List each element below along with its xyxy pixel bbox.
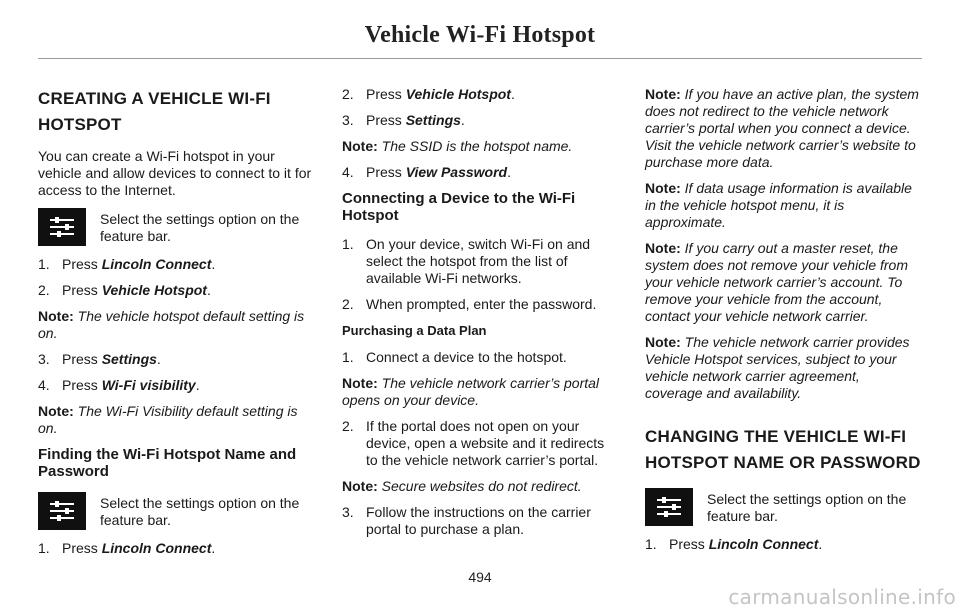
note-text: The vehicle network carrier provides Vehicle Hotspot services, subject to your vehicle network carrier agreement, coverage and availability. — [645, 334, 910, 401]
settings-instruction — [645, 488, 921, 526]
note-text: The vehicle hotspot default setting is on. — [38, 308, 305, 341]
step-number: 1. — [342, 236, 354, 252]
step-suffix: . — [206, 282, 211, 298]
column-3 — [645, 86, 921, 562]
step-prefix: Press — [669, 536, 709, 552]
settings-sliders-icon — [38, 492, 86, 530]
step-item — [342, 164, 618, 181]
step-item — [342, 504, 618, 538]
note — [645, 86, 921, 171]
step-suffix: . — [195, 377, 200, 393]
watermark: carmanualsonline.info — [728, 585, 956, 609]
step-suffix: . — [460, 112, 465, 128]
step-prefix: Press — [366, 164, 406, 180]
section-heading-line-1: CREATING A VEHICLE WI-FI — [38, 89, 271, 108]
step-number: 1. — [38, 540, 50, 556]
step-number: 4. — [38, 377, 50, 393]
subheading-connecting-device: Connecting a Device to the Wi-Fi Hotspot — [342, 190, 576, 224]
step-item — [38, 282, 314, 299]
note — [645, 240, 921, 325]
step-text: Connect a device to the hotspot. — [366, 349, 567, 365]
step-target: View Password — [405, 164, 508, 180]
note-label: Note: — [645, 180, 681, 196]
subheading-finding-name: Finding the Wi-Fi Hotspot Name and Password — [38, 446, 297, 480]
note — [645, 180, 921, 231]
note-label: Note: — [645, 334, 681, 350]
subheading-purchasing-plan: Purchasing a Data Plan — [342, 323, 487, 338]
settings-instruction-text: Select the settings option on the feature bar. — [707, 491, 907, 524]
step-prefix: Press — [62, 282, 102, 298]
settings-instruction — [38, 492, 314, 530]
step-item — [645, 536, 921, 553]
note — [645, 334, 921, 402]
section-heading-line-2: HOTSPOT NAME OR PASSWORD — [645, 453, 921, 472]
note-label: Note: — [645, 86, 681, 102]
step-number: 3. — [342, 112, 354, 128]
step-prefix: Press — [62, 351, 102, 367]
step-number: 4. — [342, 164, 354, 180]
settings-instruction — [38, 208, 314, 246]
step-item — [342, 418, 618, 469]
step-number: 3. — [342, 504, 354, 520]
step-number: 1. — [342, 349, 354, 365]
step-item — [342, 236, 618, 287]
step-number: 1. — [645, 536, 657, 552]
step-text: When prompted, enter the password. — [366, 296, 597, 312]
step-number: 2. — [342, 86, 354, 102]
note-label: Note: — [342, 375, 378, 391]
section-heading-create — [38, 86, 314, 138]
step-number: 2. — [342, 296, 354, 312]
note-label: Note: — [645, 240, 681, 256]
note-text: Secure websites do not redirect. — [377, 478, 582, 494]
note-label: Note: — [342, 138, 378, 154]
step-item — [38, 256, 314, 273]
step-number: 2. — [38, 282, 50, 298]
step-prefix: Press — [62, 256, 102, 272]
step-prefix: Press — [366, 112, 406, 128]
step-target: Lincoln Connect — [708, 536, 819, 552]
step-suffix: . — [818, 536, 823, 552]
note — [342, 375, 618, 409]
step-target: Vehicle Hotspot — [101, 282, 207, 298]
step-number: 3. — [38, 351, 50, 367]
intro-paragraph: You can create a Wi-Fi hotspot in your vehicle and allow devices to connect to it for access to the Internet. — [38, 148, 312, 198]
step-item — [342, 112, 618, 129]
settings-sliders-icon — [38, 208, 86, 246]
step-suffix: . — [156, 351, 161, 367]
page-number: 494 — [468, 569, 492, 585]
note-label: Note: — [38, 403, 74, 419]
title-divider — [38, 58, 922, 59]
note-text: If data usage information is available in the vehicle hotspot menu, it is approximate. — [645, 180, 912, 230]
settings-sliders-icon — [645, 488, 693, 526]
step-suffix: . — [211, 256, 216, 272]
settings-instruction-text: Select the settings option on the feature bar. — [100, 495, 300, 528]
step-number: 2. — [342, 418, 354, 434]
note-text: The vehicle network carrier’s portal opens on your device. — [342, 375, 600, 408]
section-heading-line-1: CHANGING THE VEHICLE WI-FI — [645, 427, 907, 446]
step-item — [342, 86, 618, 103]
step-item — [38, 540, 314, 557]
step-text: If the portal does not open on your device, open a website and it redirects to the vehicle network carrier’s portal. — [366, 418, 605, 468]
column-1 — [38, 86, 314, 566]
step-target: Wi-Fi visibility — [101, 377, 196, 393]
step-target: Lincoln Connect — [101, 256, 212, 272]
note — [38, 308, 314, 342]
note-text: If you have an active plan, the system does not redirect to the vehicle network carrier’s portal when you connect a device. Visit the vehicle network carrier’s website to purchase more data. — [645, 86, 919, 170]
column-2 — [342, 86, 618, 547]
note-label: Note: — [38, 308, 74, 324]
settings-instruction-text: Select the settings option on the feature bar. — [100, 211, 300, 244]
step-prefix: Press — [366, 86, 406, 102]
note-text: If you carry out a master reset, the system does not remove your vehicle from your vehicle network carrier’s account. To remove your vehicle from the account, contact your vehicle network carrier. — [645, 240, 908, 324]
step-suffix: . — [211, 540, 216, 556]
step-item — [38, 351, 314, 368]
step-target: Settings — [101, 351, 157, 367]
note-label: Note: — [342, 478, 378, 494]
step-number: 1. — [38, 256, 50, 272]
page-title: Vehicle Wi-Fi Hotspot — [364, 22, 596, 48]
step-target: Vehicle Hotspot — [405, 86, 511, 102]
note — [342, 478, 618, 495]
step-suffix: . — [510, 86, 515, 102]
section-heading-line-2: HOTSPOT — [38, 115, 122, 134]
section-heading-change — [645, 424, 921, 476]
step-text: On your device, switch Wi-Fi on and select the hotspot from the list of available Wi-Fi networks. — [366, 236, 591, 286]
step-target: Settings — [405, 112, 461, 128]
step-item — [342, 296, 618, 313]
step-text: Follow the instructions on the carrier portal to purchase a plan. — [366, 504, 591, 537]
step-item — [38, 377, 314, 394]
step-prefix: Press — [62, 540, 102, 556]
step-target: Lincoln Connect — [101, 540, 212, 556]
step-prefix: Press — [62, 377, 102, 393]
note-text: The SSID is the hotspot name. — [377, 138, 573, 154]
note — [38, 403, 314, 437]
step-suffix: . — [507, 164, 511, 180]
step-item — [342, 349, 618, 366]
note-text: The Wi-Fi Visibility default setting is on. — [38, 403, 298, 436]
note — [342, 138, 618, 155]
